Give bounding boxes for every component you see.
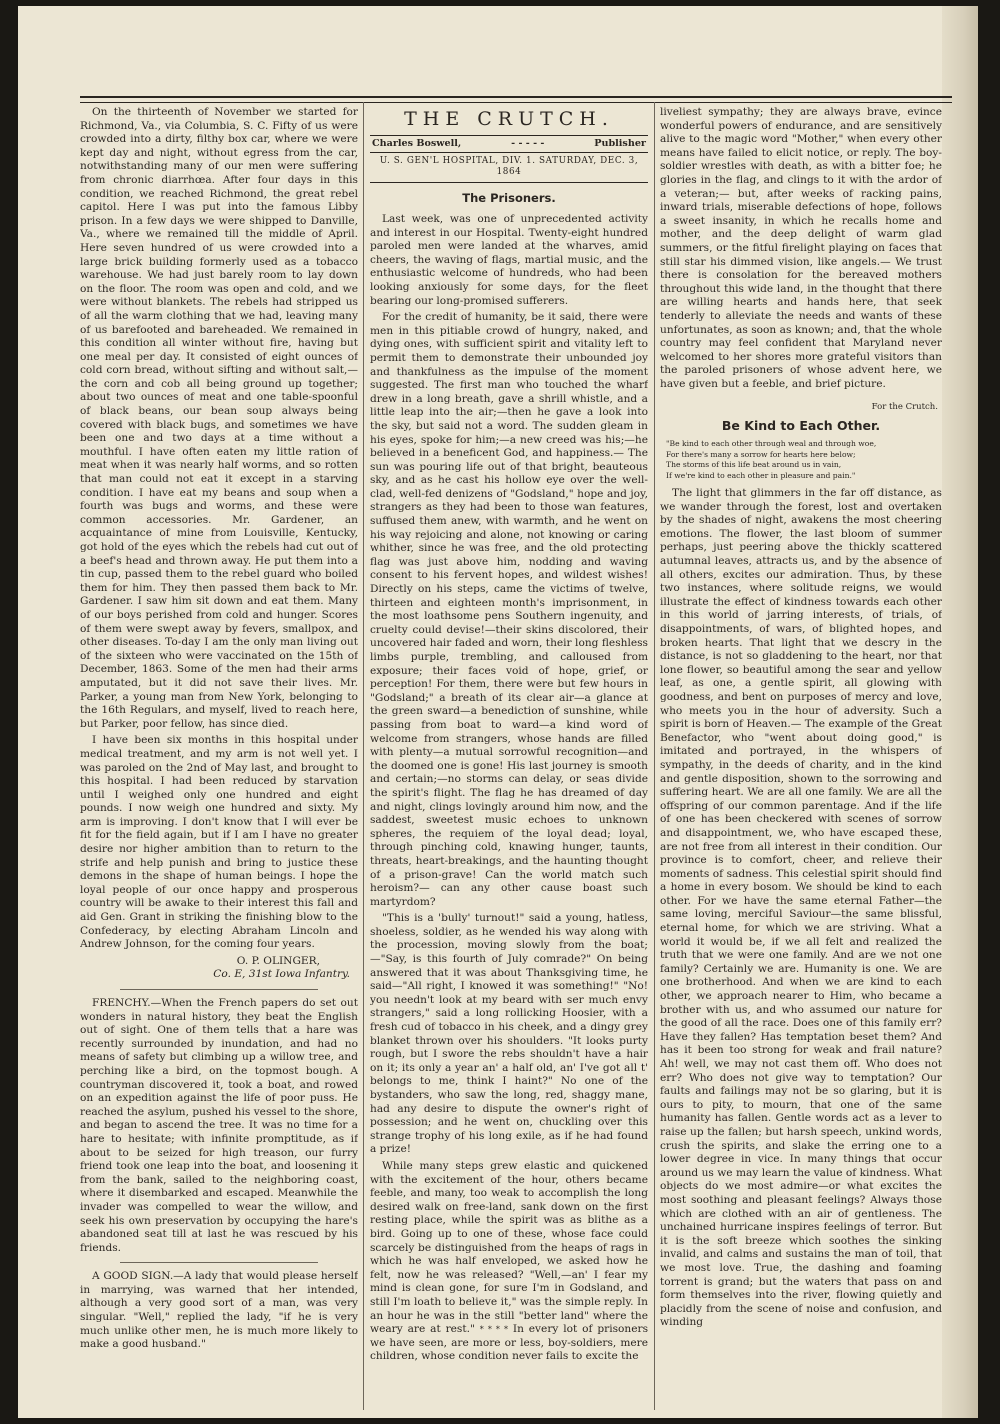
masthead-title: THE CRUTCH.	[404, 108, 614, 130]
column-middle	[370, 106, 648, 1406]
good-sign-item: A GOOD SIGN.—A lady that would please herself in marrying, was warned that her intended, although a very good sort of a man, was very singular. "Well," replied the lady, "if he is very much unlike other men, he is much more likely to make a good husband."	[80, 1270, 358, 1351]
poem-line: The storms of this life beat around us in vain,	[666, 460, 842, 470]
article-heading-be-kind: Be Kind to Each Other.	[721, 418, 881, 434]
section-divider	[120, 1262, 318, 1263]
letter-signature-name: O. P. OLINGER,	[236, 954, 320, 967]
asterism: * * * *	[479, 1325, 508, 1335]
prisoners-paragraph-2: For the credit of humanity, be it said, there were men in this pitiable crowd of hungry, naked, and dying ones, with sufficient spirit and vitality left to permit them to demonstrate their unbounded joy and thankfulness as the impulse of the moment suggested. The first man who touched the wharf drew in a long breath, gave a shrill whistle, and a little leap into the air;—then he gave a look into the sky, but said not a word. The sudden gleam in his eyes, spoke for him;—a new creed was his;—he believed in a beneficent God, and happiness.— The sun was pouring life out of that bright, beauteous sky, and as he cast his hollow eye over the well-clad, well-fed denizens of "Godsland," hope and joy, strangers as they had been to those wan features, suffused them anew, with warmth, and he went on his way rejoicing and alone, not knowing or caring whither, since he was free, and the old protecting flag was just above him, nodding and waving consent to his fervent hopes, and wildest wishes! Directly on his steps, came the victims of twelve, thirteen and eighteen month's imprisonment, in the most loathsome pens Southern ingenuity, and cruelty could devise!—their skins discolored, their uncovered hair faded and worn, their long fleshless limbs purple, trembling, and calloused from exposure; their faces void of hope, grief, or perception! For them, there were but few hours in "Godsland;" a breath of its clear air—a glance at the green sward—a benediction of sunshine, while passing from boat to ward—a kind word of welcome from strangers, whose hands are filled with plenty—a mutual sorrowful recognition—and the doomed one is gone! His last journey is smooth and certain;—no storms can delay, or seas divide the spirit's flight. The flag he has dreamed of day and night, clings lovingly around him now, and the saddest, sweetest music echoes to unknown spheres, the requiem of the loyal dead; loyal, through pinching cold, knawing hunger, taunts, threats, heart-breakings, and the haunting thought of a prison-grave! Can the world match such heroism?— can any other cause boast such martyrdom?	[370, 311, 648, 908]
column-rule-right	[654, 102, 655, 1410]
epigraph-poem	[666, 439, 942, 481]
prisoners-paragraph-3: "This is a 'bully' turnout!" said a young, hatless, shoeless, soldier, as he wended his way along with the procession, moving slowly from the boat;—"Say, is this fourth of July comrade?" On being answered that it was about Thanksgiving time, he said—"All right, I knowed it was something!" "No! you needn't look at my beard with ser much envy strangers," said a long rollicking Hoosier, with a fresh cud of tobacco in his cheek, and a dingy grey blanket thrown over his shoulders. "It looks purty rough, but I swore the rebs shouldn't have a hair on it; its only a year an' a half old, an' I've got all t' belongs to me, think I haint?" No one of the bystanders, who saw the long, red, shaggy mane, had any desire to dispute the owner's right of possession; and he went on, chuckling over this strange trophy of his long exile, as if he had found a prize!	[370, 912, 648, 1156]
poem-line: If we're kind to each other in pleasure and pain."	[666, 470, 856, 480]
for-the-crutch-credit: For the Crutch.	[871, 402, 938, 413]
frenchy-item: FRENCHY.—When the French papers do set out wonders in natural history, they beat the English out of sight. One of them tells that a hare was recently surrounded by inundation, and had no means of safety but climbing up a willow tree, and perching like a bird, on the topmost bough. A countryman discovered it, took a boat, and rowed on an expedition against the life of poor puss. He reached the asylum, pushed his vessel to the shore, and began to ascend the tree. It was no time for a hare to hesitate; with infinite promptitude, as if about to be seized for high treason, our furry friend took one leap into the boat, and loosening it from the bank, sailed to the neighboring coast, where it disembarked and escaped. Meanwhile the invader was compelled to wear the willow, and seek his own preservation by occupying the hare's abandoned seat till at last he was rescued by his friends.	[80, 997, 358, 1254]
dateline: U. S. GEN'L HOSPITAL, DIV. 1. SATURDAY, DEC. 3, 1864	[370, 153, 648, 183]
publisher-name: Charles Boswell,	[372, 138, 462, 149]
letter-signature-unit: Co. E, 31st Iowa Infantry.	[213, 968, 350, 981]
letter-paragraph-1: On the thirteenth of November we started for Richmond, Va., via Columbia, S. C. Fifty of us were crowded into a dirty, filthy box car, where we were kept day and night, without egress from the car, notwithstanding many of our men were suffering from chronic diarrhœa. After four days in this condition, we reached Richmond, the great rebel capitol. Here I was put into the famous Libby prison. In a few days we were shipped to Danville, Va., where we remained till the middle of April. Here seven hundred of us were crowded into a large brick building formerly used as a tobacco warehouse. We had just barely room to lay down on the floor. The room was open and cold, and we were without blankets. The rebels had stripped us of all the warm clothing that we had, leaving many of us barefooted and bareheaded. We remained in this condition all winter without fire, having but one meal per day. It consisted of eight ounces of cold corn bread, without sifting and without salt,—the corn and cob all being ground up together; about two ounces of meat and one table-spoonful of black beans, our bean soup always being covered with black bugs, and sometimes we have been one and two days at a time without a mouthful. I have often eaten my little ration of meat when it was nearly half worms, and so rotten that man could not eat it except in a starving condition. I have eat my beans and soup when a fourth was bugs and worms, and these were common accessories. Mr. Gardener, an acquaintance of mine from Louisville, Kentucky, got hold of the eyes which the rebels had cut out of a beef's head and thrown away. He put them into a tin cup, passed them to the rebel guard who boiled them for him. They then passed them back to Mr. Gardener. I saw him sit down and eat them. Many of our boys perished from cold and hunger. Scores of them were swept away by fevers, smallpox, and other diseases. To-day I am the only man living out of the sixteen who were vaccinated on the 15th of December, 1863. Some of the men had their arms amputated, but it did not save their lives. Mr. Parker, a young man from New York, belonging to the 16th Regulars, and myself, lived to reach here, but Parker, poor fellow, has since died.	[80, 106, 358, 730]
column-right	[660, 106, 942, 1406]
section-divider	[120, 989, 318, 990]
poem-line: For there's many a sorrow for hearts here below;	[666, 449, 856, 459]
prisoners-paragraph-1: Last week, was one of unprecedented activity and interest in our Hospital. Twenty-eight hundred paroled men were landed at the wharves, amid cheers, the waving of flags, martial music, and the enthusiastic welcome of hundreds, who had been looking anxiously for some days, for the fleet bearing our long-promised sufferers.	[370, 213, 648, 307]
publisher-dashes: - - - - -	[511, 138, 545, 149]
page-fold-shadow	[942, 6, 978, 1418]
publisher-label: Publisher	[594, 138, 646, 149]
be-kind-paragraph: The light that glimmers in the far off distance, as we wander through the forest, lost and overtaken by the shades of night, awakens the most cheering emotions. The flower, the last bloom of summer perhaps, just peering above the thickly scattered autumnal leaves, attracts us, and by the absence of all others, excites our admiration. Thus, by these two instances, where solitude reigns, we would illustrate the effect of kindness towards each other in this world of jarring interests, of trials, of disappointments, of wars, of blighted hopes, and broken hearts. That light that we descry in the distance, is not so gladdening to the heart, nor that lone flower, so beautiful among the sear and yellow leaf, as one, a gentle spirit, all glowing with goodness, and bent on purposes of mercy and love, who meets you in the hour of adversity. Such a spirit is born of Heaven.— The example of the Great Benefactor, who "went about doing good," is imitated and portrayed, in the whispers of sympathy, in the deeds of charity, and in the kind and gentle disposition, shown to the sorrowing and suffering heart. We are all one family. We are all the offspring of our common parentage. And if the life of one has been checkered with scenes of sorrow and disappointment, we, who have escaped these, are not free from all interest in their condition. Our province is to comfort, cheer, and relieve their moments of sadness. This celestial spirit should find a home in every bosom. We should be kind to each other. For we have the same eternal Father—the same loving, merciful Saviour—the same blissful, eternal home, for which we are striving. What a world it would be, if we all felt and realized the truth that we were one family. And are we not one family? Certainly we are. Humanity is one. We are one brotherhood. And when we are kind to each other, we approach nearer to Him, who became a brother with us, and who assumed our nature for the good of all the race. Does one of this family err? Have they fallen? Has temptation beset them? And has it been too strong for weak and frail nature? Ah! well, we may not cast them off. Who does not err? Who does not give way to temptation? Our faults and failings may not be so glaring, but it is ours to pity, to mourn, that one of the same humanity has fallen. Gentle words act as a lever to raise up the fallen; but harsh speech, unkind words, crush the spirits, and slake the erring one to a lower degree in vice. In many things that occur around us we may learn the value of kindness. What objects do we most admire—or what excites the most soothing and pleasant feelings? Always those which are clothed with an air of gentleness. The unchained hurricane inspires feelings of terror. But it is the soft breeze which soothes the sinking invalid, and calms and sustains the man of toil, that we most love. True, the dashing and foaming torrent is grand; but the waters that pass on and form themselves into the river, flowing quietly and placidly from the scene of noise and confusion, and winding	[660, 487, 942, 1329]
column-rule-left	[363, 102, 364, 1410]
article-heading-prisoners: The Prisoners.	[462, 191, 556, 205]
column-left	[80, 106, 358, 1406]
newspaper-page	[18, 6, 978, 1418]
prisoners-continuation: liveliest sympathy; they are always brave, evince wonderful powers of endurance, and are sensitively alive to the magic word "Mother," when every other means have failed to elicit notice, or reply. The boy-soldier wrestles with death, as with a bitter foe; he glories in the flag, and clings to it with the ardor of a veteran;— but, after weeks of racking pains, inward trials, miserable defections of hope, follows a sweet insanity, in which he recalls home and mother, and the deep delight of warm glad summers, or the fitful firelight playing on faces that still star his dimmed vision, like angels.— We trust there is consolation for the bereaved mothers throughout this wide land, in the thought that there are willing hearts and hands here, that seek tenderly to alleviate the needs and wants of these unfortunates, as soon as known; and, that the whole country may feel confident that Maryland never welcomed to her shores more grateful visitors than the paroled prisoners of whose advent here, we have given but a feeble, and brief picture.	[660, 106, 942, 390]
top-rule	[80, 96, 952, 103]
letter-paragraph-2: I have been six months in this hospital under medical treatment, and my arm is not well yet. I was paroled on the 2nd of May last, and brought to this hospital. I had been reduced by starvation until I weighed only one hundred and eight pounds. I now weigh one hundred and sixty. My arm is improving. I don't know that I will ever be fit for the field again, but if I am I have no greater desire nor higher ambition than to return to the strife and help punish and bring to justice these demons in the shape of human beings. I hope the loyal people of our once happy and prosperous country will be awake to their interest this fall and aid Gen. Grant in striking the finishing blow to the Confederacy, by electing Abraham Lincoln and Andrew Johnson, for the coming four years.	[80, 734, 358, 951]
prisoners-paragraph-4-tail: In every lot of prisoners we have seen, are more or less, boy-soldiers, mere children, whose condition never fails to excite the	[370, 1323, 648, 1363]
prisoners-paragraph-4-text: While many steps grew elastic and quickened with the excitement of the hour, others became feeble, and many, too weak to accomplish the long desired walk on free-land, sank down on the first resting place, while the spirit was as blithe as a bird. Going up to one of these, whose face could scarcely be distinguished from the heaps of rags in which he was half enveloped, we asked how he felt, now he was released? "Well,—an' I fear my mind is clean gone, for sure I'm in Godsland, and still I'm loath to believe it," was the simple reply. In an hour he was in the still "better land" where the weary are at rest."	[370, 1159, 648, 1336]
publisher-row	[370, 135, 648, 153]
poem-line: "Be kind to each other through weal and through woe,	[666, 439, 877, 449]
prisoners-paragraph-4	[370, 1160, 648, 1364]
